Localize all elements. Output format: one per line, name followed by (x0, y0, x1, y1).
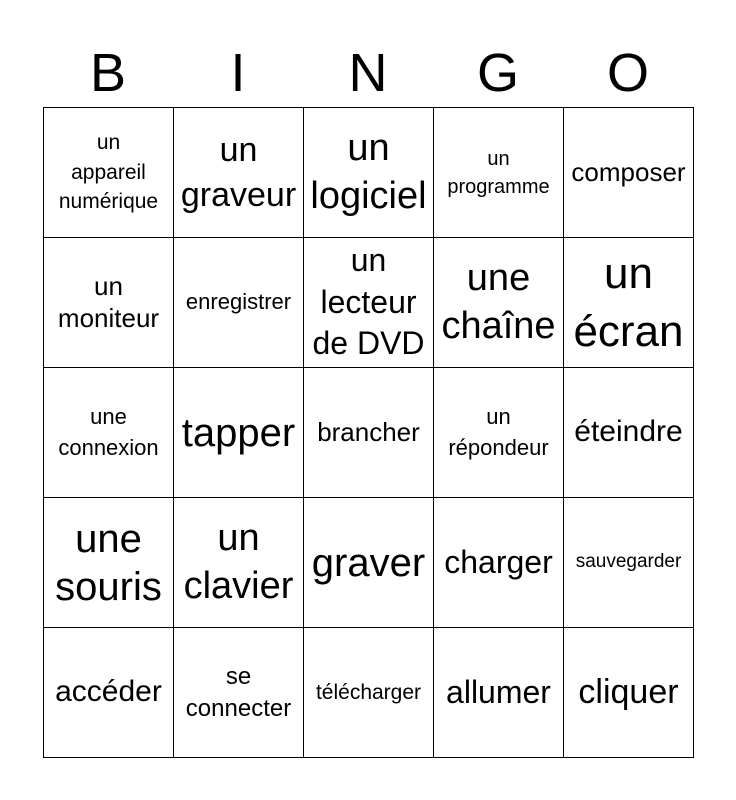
bingo-cell-r2-c4[interactable] (434, 238, 564, 368)
cell-text: enregistrer (185, 289, 292, 315)
bingo-cell-r3-c5[interactable] (564, 368, 694, 498)
cell-text: tapper (181, 410, 296, 455)
bingo-cell-r1-c2[interactable] (174, 108, 304, 238)
cell-text: charger (444, 543, 553, 580)
header-letter-o: O (606, 43, 649, 103)
bingo-header (43, 40, 693, 106)
bingo-cell-r4-c4[interactable] (434, 498, 564, 628)
bingo-cell-r5-c3[interactable] (304, 628, 434, 758)
bingo-cell-r5-c1[interactable] (44, 628, 174, 758)
cell-text: accéder (55, 675, 162, 709)
cell-text: un appareil numérique (58, 131, 159, 214)
bingo-cell-r2-c3[interactable] (304, 238, 434, 368)
bingo-cell-r5-c4[interactable] (434, 628, 564, 758)
cell-text: éteindre (574, 415, 683, 449)
cell-text: un lecteur de DVD (312, 242, 425, 362)
bingo-cell-r1-c5[interactable] (564, 108, 694, 238)
cell-text: une chaîne (441, 257, 556, 347)
cell-text: un graveur (180, 131, 297, 214)
cell-text: graver (311, 540, 426, 585)
bingo-cell-r3-c1[interactable] (44, 368, 174, 498)
cell-text: composer (571, 156, 686, 187)
bingo-cell-r1-c4[interactable] (434, 108, 564, 238)
cell-text: télécharger (315, 680, 422, 704)
cell-text: un répondeur (448, 403, 549, 460)
bingo-cell-r3-c3[interactable] (304, 368, 434, 498)
cell-text: un programme (447, 147, 550, 198)
cell-text: allumer (446, 673, 551, 710)
bingo-cell-r1-c3[interactable] (304, 108, 434, 238)
cell-text: un écran (573, 249, 684, 356)
header-letter-g: G (476, 43, 519, 103)
bingo-cell-r4-c5[interactable] (564, 498, 694, 628)
header-letter-b: B (89, 43, 127, 103)
bingo-cell-r4-c2[interactable] (174, 498, 304, 628)
bingo-cell-r2-c2[interactable] (174, 238, 304, 368)
header-letter-n: N (348, 43, 388, 103)
bingo-cell-r3-c2[interactable] (174, 368, 304, 498)
bingo-cell-r2-c5[interactable] (564, 238, 694, 368)
bingo-cell-r3-c4[interactable] (434, 368, 564, 498)
bingo-board (43, 107, 694, 758)
cell-text: sauvegarder (575, 551, 682, 573)
cell-text: se connecter (185, 663, 292, 722)
bingo-cell-r2-c1[interactable] (44, 238, 174, 368)
bingo-cell-r1-c1[interactable] (44, 108, 174, 238)
cell-text: une souris (55, 516, 162, 609)
cell-text: un logiciel (310, 127, 427, 217)
bingo-cell-r5-c5[interactable] (564, 628, 694, 758)
bingo-cell-r4-c3[interactable] (304, 498, 434, 628)
cell-text: une connexion (58, 403, 159, 460)
bingo-cell-r5-c2[interactable] (174, 628, 304, 758)
cell-text: un clavier (183, 517, 294, 607)
cell-text: cliquer (578, 673, 679, 712)
cell-text: un moniteur (57, 271, 160, 333)
cell-text: brancher (317, 416, 420, 447)
bingo-cell-r4-c1[interactable] (44, 498, 174, 628)
header-letter-i: I (230, 43, 246, 103)
